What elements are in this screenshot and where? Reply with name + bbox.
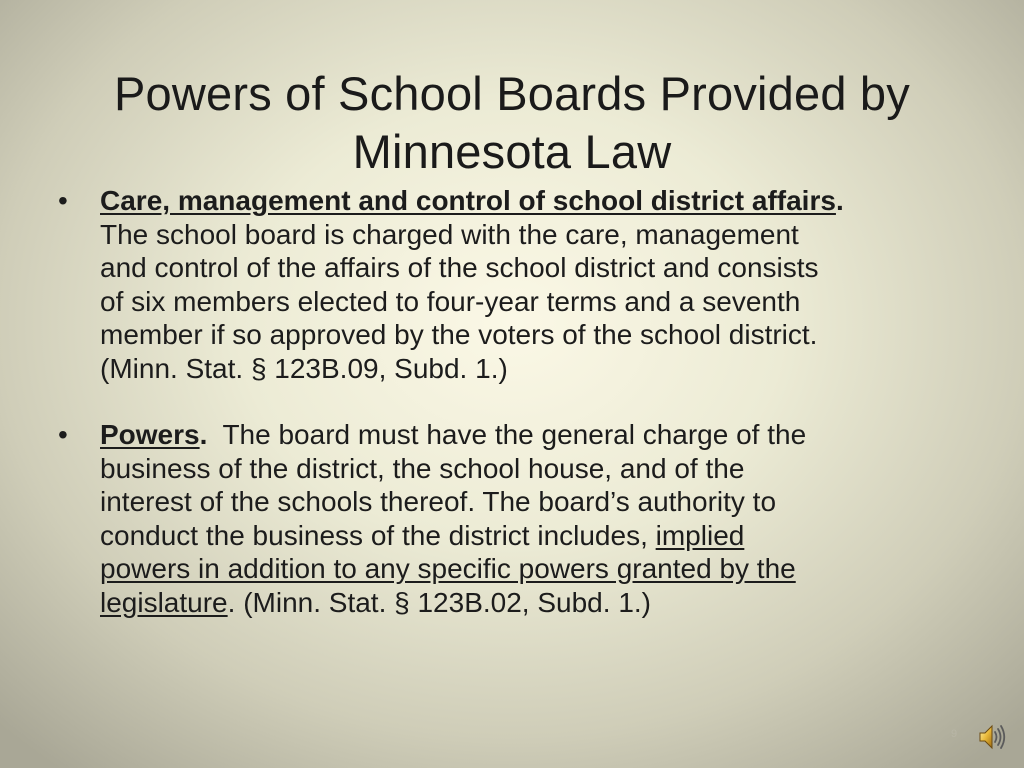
bullet-marker: •: [58, 419, 68, 450]
bullet-heading-period: .: [835, 185, 844, 216]
slide-number: 9: [951, 728, 958, 740]
bullet-heading-period: .: [199, 419, 208, 450]
bullet-text-line: The board must have the general charge of the: [222, 419, 807, 450]
bullet-citation: . (Minn. Stat. § 123B.02, Subd. 1.): [227, 586, 651, 618]
bullet-citation: (Minn. Stat. § 123B.09, Subd. 1.): [100, 352, 508, 384]
underlined-text: legislature: [100, 586, 228, 618]
underlined-text: powers in addition to any specific powers granted by the: [100, 553, 796, 584]
bullet-care-management: [56, 184, 956, 385]
bullet-text-line: member if so approved by the voters of the school district.: [100, 319, 818, 350]
title-line-2: Minnesota Law: [352, 125, 672, 179]
bullet-text-line: and control of the affairs of the school district and consists: [100, 252, 819, 283]
slide-title: [40, 65, 984, 181]
title-line-1: Powers of School Boards Provided by: [114, 67, 910, 121]
speaker-sound-icon[interactable]: [978, 722, 1006, 752]
bullet-text-line: conduct the business of the district includes,: [100, 519, 656, 551]
underlined-text: implied: [655, 519, 745, 551]
bullet-marker: •: [58, 185, 68, 216]
bullet-text-line: interest of the schools thereof. The board’s authority to: [100, 486, 777, 517]
bullet-text-line: The school board is charged with the care, management: [100, 218, 799, 250]
bullet-heading-powers: Powers: [100, 419, 200, 450]
bullet-powers: [56, 418, 956, 619]
bullet-heading-care: Care, management and control of school district affairs: [100, 185, 836, 216]
bullet-text-line: of six members elected to four-year terms and a seventh: [100, 285, 801, 317]
bullet-text-line: business of the district, the school house, and of the: [100, 452, 745, 484]
bullet-list: [56, 184, 956, 619]
